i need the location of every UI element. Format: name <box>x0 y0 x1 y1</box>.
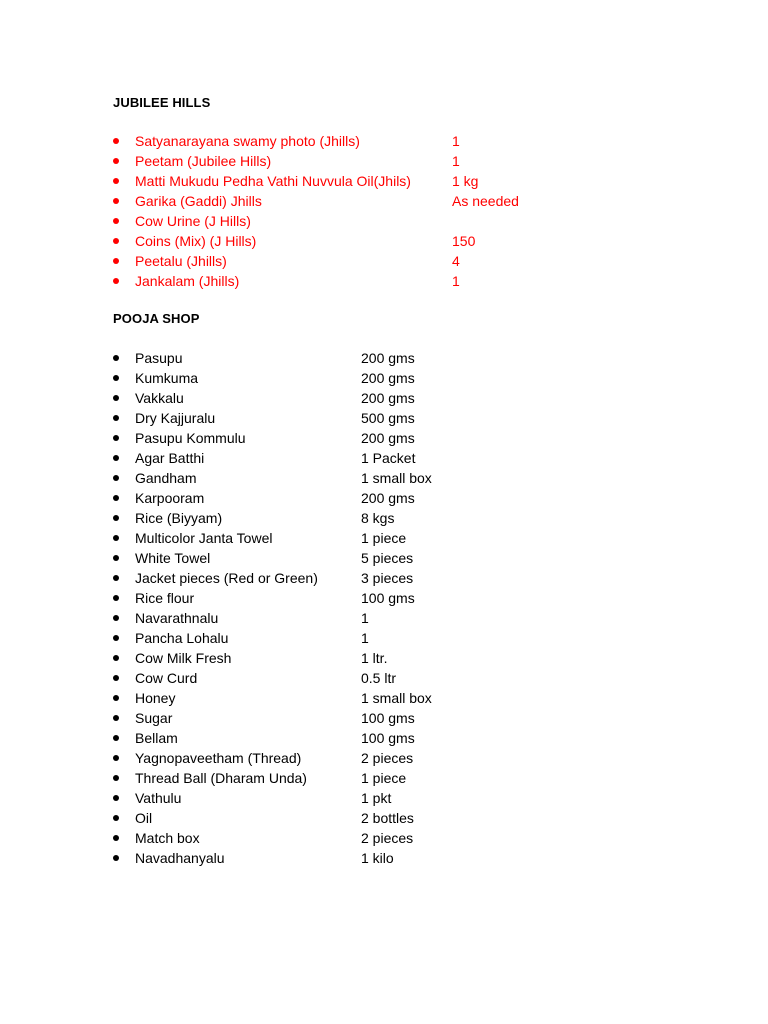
item-quantity: 100 gms <box>361 590 415 606</box>
item-name: Vakkalu <box>135 390 184 406</box>
bullet-icon <box>113 455 119 461</box>
bullet-icon <box>113 795 119 801</box>
item-name: Bellam <box>135 730 178 746</box>
item-quantity: 200 gms <box>361 370 415 386</box>
item-name: Cow Curd <box>135 670 198 686</box>
item-quantity: 1 kg <box>452 173 479 189</box>
item-quantity: 200 gms <box>361 490 415 506</box>
pooja-shop-heading: POOJA SHOP <box>113 311 200 326</box>
item-quantity: 1 <box>452 153 460 169</box>
bullet-icon <box>113 595 119 601</box>
bullet-icon <box>113 415 119 421</box>
item-name: Garika (Gaddi) Jhills <box>135 193 262 209</box>
item-name: White Towel <box>135 550 211 566</box>
item-name: Pasupu Kommulu <box>135 430 246 446</box>
item-quantity: 2 pieces <box>361 830 414 846</box>
item-quantity: 1 piece <box>361 770 407 786</box>
bullet-icon <box>113 158 119 164</box>
item-quantity: 200 gms <box>361 350 415 366</box>
item-quantity: 1 <box>361 610 369 626</box>
item-quantity: 1 <box>361 630 369 646</box>
bullet-icon <box>113 735 119 741</box>
item-quantity: 1 <box>452 133 460 149</box>
bullet-icon <box>113 138 119 144</box>
item-name: Matti Mukudu Pedha Vathi Nuvvula Oil(Jhils) <box>135 173 411 189</box>
item-name: Agar Batthi <box>135 450 205 466</box>
bullet-icon <box>113 815 119 821</box>
item-name: Karpooram <box>135 490 205 506</box>
item-quantity: 0.5 ltr <box>361 670 397 686</box>
bullet-icon <box>113 198 119 204</box>
bullet-icon <box>113 395 119 401</box>
item-name: Rice (Biyyam) <box>135 510 223 526</box>
bullet-icon <box>113 695 119 701</box>
item-quantity: 1 pkt <box>361 790 392 806</box>
item-name: Vathulu <box>135 790 182 806</box>
item-name: Coins (Mix) (J Hills) <box>135 233 257 249</box>
item-name: Navadhanyalu <box>135 850 225 866</box>
jubilee-hills-heading: JUBILEE HILLS <box>113 95 211 110</box>
item-quantity: 200 gms <box>361 430 415 446</box>
bullet-icon <box>113 855 119 861</box>
item-quantity: 500 gms <box>361 410 415 426</box>
bullet-icon <box>113 238 119 244</box>
item-quantity: 1 piece <box>361 530 407 546</box>
item-name: Pasupu <box>135 350 183 366</box>
item-quantity: 100 gms <box>361 710 415 726</box>
bullet-icon <box>113 278 119 284</box>
item-quantity: 2 bottles <box>361 810 414 826</box>
item-name: Dry Kajjuralu <box>135 410 216 426</box>
item-name: Honey <box>135 690 176 706</box>
item-name: Peetam (Jubilee Hills) <box>135 153 272 169</box>
item-name: Sugar <box>135 710 173 726</box>
item-name: Kumkuma <box>135 370 199 386</box>
bullet-icon <box>113 515 119 521</box>
bullet-icon <box>113 755 119 761</box>
bullet-icon <box>113 375 119 381</box>
item-name: Yagnopaveetham (Thread) <box>135 750 302 766</box>
item-quantity: 1 kilo <box>361 850 394 866</box>
item-name: Multicolor Janta Towel <box>135 530 273 546</box>
item-name: Gandham <box>135 470 197 486</box>
bullet-icon <box>113 495 119 501</box>
item-quantity: 100 gms <box>361 730 415 746</box>
bullet-icon <box>113 475 119 481</box>
item-quantity: 5 pieces <box>361 550 414 566</box>
item-quantity: 1 small box <box>361 690 432 706</box>
item-quantity: 4 <box>452 253 460 269</box>
bullet-icon <box>113 435 119 441</box>
item-name: Navarathnalu <box>135 610 219 626</box>
bullet-icon <box>113 555 119 561</box>
item-name: Peetalu (Jhills) <box>135 253 227 269</box>
item-name: Thread Ball (Dharam Unda) <box>135 770 307 786</box>
item-quantity: 2 pieces <box>361 750 414 766</box>
item-quantity: 1 ltr. <box>361 650 388 666</box>
item-quantity: 1 Packet <box>361 450 416 466</box>
item-quantity: 3 pieces <box>361 570 414 586</box>
item-quantity: 200 gms <box>361 390 415 406</box>
bullet-icon <box>113 775 119 781</box>
item-name: Rice flour <box>135 590 195 606</box>
item-quantity: 1 <box>452 273 460 289</box>
bullet-icon <box>113 635 119 641</box>
item-name: Cow Milk Fresh <box>135 650 232 666</box>
item-quantity: 8 kgs <box>361 510 395 526</box>
bullet-icon <box>113 575 119 581</box>
bullet-icon <box>113 258 119 264</box>
item-quantity: As needed <box>452 193 519 209</box>
bullet-icon <box>113 835 119 841</box>
item-name: Cow Urine (J Hills) <box>135 213 251 229</box>
bullet-icon <box>113 355 119 361</box>
item-name: Jacket pieces (Red or Green) <box>135 570 318 586</box>
item-name: Pancha Lohalu <box>135 630 229 646</box>
bullet-icon <box>113 715 119 721</box>
bullet-icon <box>113 655 119 661</box>
bullet-icon <box>113 178 119 184</box>
item-quantity: 1 small box <box>361 470 432 486</box>
bullet-icon <box>113 675 119 681</box>
item-name: Match box <box>135 830 200 846</box>
bullet-icon <box>113 218 119 224</box>
item-name: Jankalam (Jhills) <box>135 273 240 289</box>
item-name: Oil <box>135 810 153 826</box>
bullet-icon <box>113 615 119 621</box>
bullet-icon <box>113 535 119 541</box>
item-quantity: 150 <box>452 233 476 249</box>
item-name: Satyanarayana swamy photo (Jhills) <box>135 133 360 149</box>
